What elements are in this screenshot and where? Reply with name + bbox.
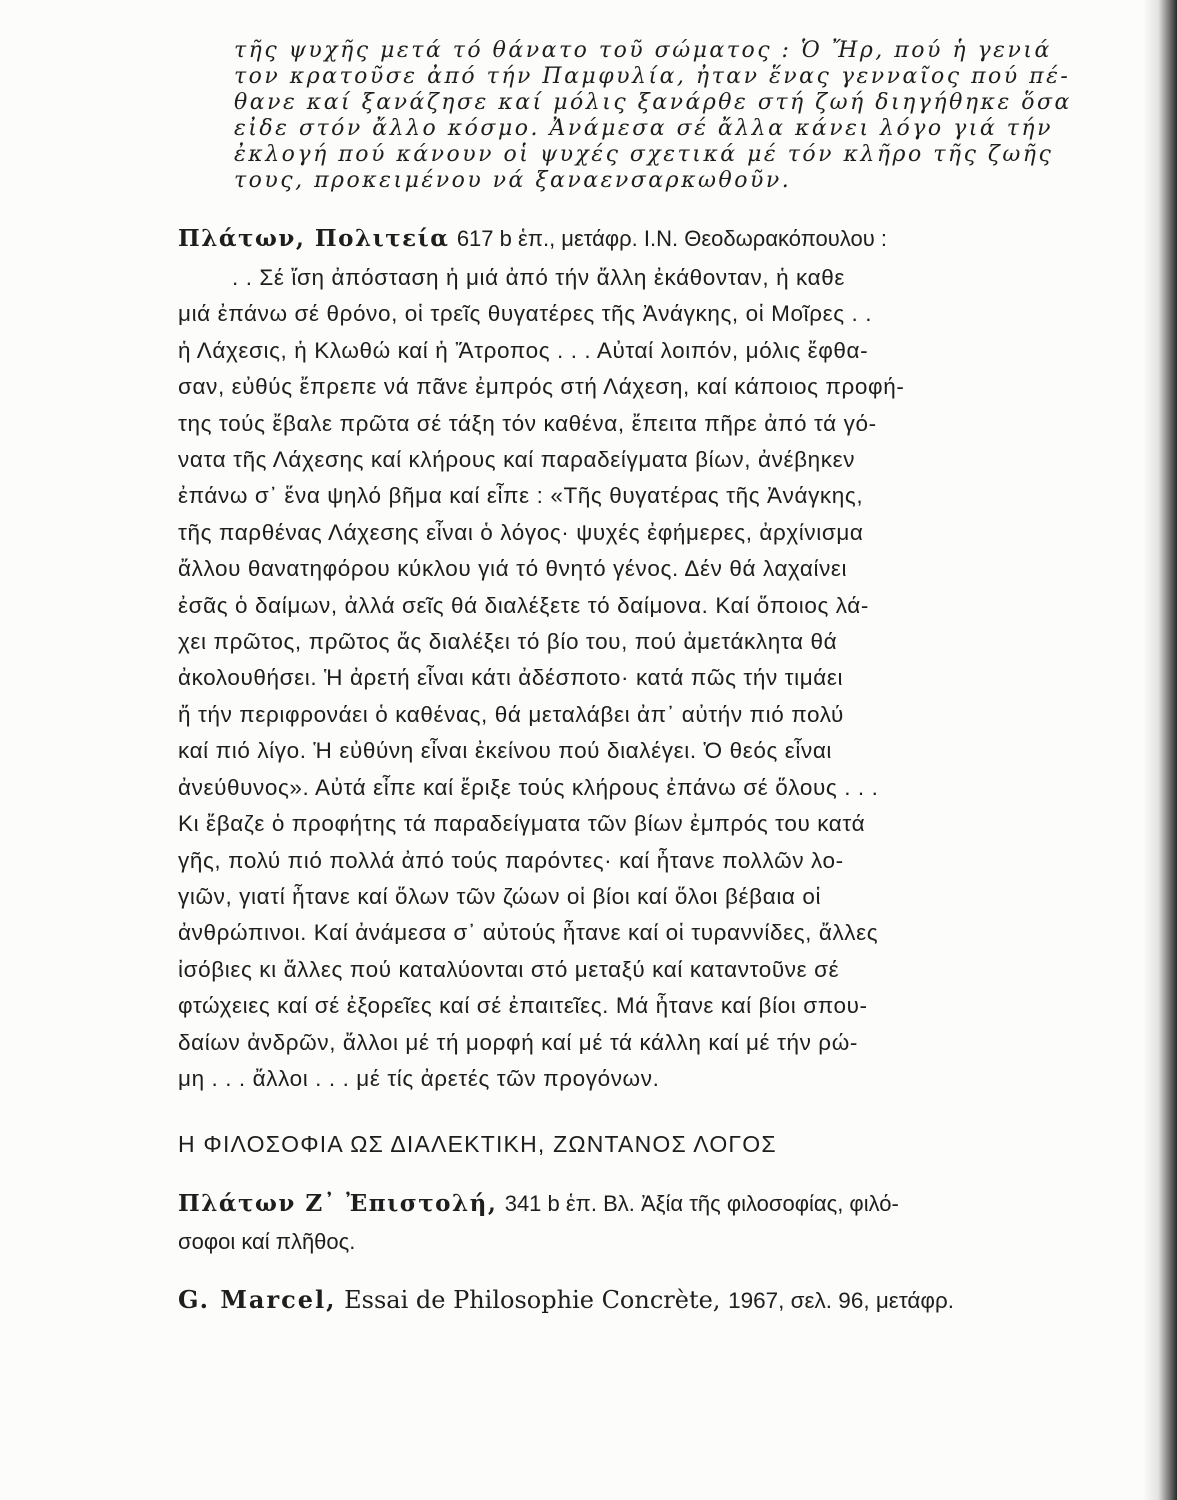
section-heading: Η ΦΙΛΟΣΟΦΙΑ ΩΣ ΔΙΑΛΕΚΤΙΚΗ, ΖΩΝΤΑΝΟΣ ΛΟΓΟΣ	[178, 1131, 777, 1158]
intro-line: θανε καί ξανάζησε καί μόλις ξανάρθε στή ζωή διηγήθηκε ὅσα	[234, 90, 1072, 115]
body-line: χει πρῶτος, πρῶτος ἄς διαλέξει τό βίο του, πού ἀμετάκλητα θά	[178, 629, 838, 655]
intro-line: τους, προκειμένου νά ξαναενσαρκωθοῦν.	[234, 168, 792, 193]
body-line: ἤ τήν περιφρονάει ὁ καθένας, θά μεταλάβει ἀπ᾽ αὐτήν πιό πολύ	[178, 701, 844, 727]
quotation-body	[178, 260, 1078, 1097]
body-line: μιά ἐπάνω σέ θρόνο, οἱ τρεῖς θυγατέρες τῆς Ἀνάγκης, οἱ Μοῖρες . .	[178, 301, 873, 327]
citation-title: Essai de Philosophie Concrète,	[344, 1286, 721, 1315]
body-line: δαίων ἀνδρῶν, ἄλλοι μέ τή μορφή καί μέ τά κάλλη καί μέ τήν ρώ-	[178, 1029, 858, 1055]
citation-author: Πλάτων, Πολιτεία	[178, 225, 450, 252]
body-line: γιῶν, γιατί ἦτανε καί ὅλων τῶν ζώων οἱ βίοι καί ὅλοι βέβαια οἱ	[178, 883, 822, 909]
intro-line: τον κρατοῦσε ἀπό τήν Παμφυλία, ἦταν ἕνας γενναῖος πού πέ-	[234, 64, 1071, 89]
citation-reference: 617 b ἑπ., μετάφρ. Ι.Ν. Θεοδωρακόπουλου :	[456, 226, 887, 251]
body-line: ἡ Λάχεσις, ἡ Κλωθώ καί ἡ Ἄτροπος . . . Αὐταί λοιπόν, μόλις ἔφθα-	[178, 337, 869, 363]
body-line: μη . . . ἄλλοι . . . μέ τίς ἀρετές τῶν προγόνων.	[178, 1065, 660, 1091]
body-line: ἄλλου θανατηφόρου κύκλου γιά τό θνητό γένος. Δέν θά λαχαίνει	[178, 556, 848, 582]
citation-plato-republic	[178, 224, 1078, 254]
body-line: καί πιό λίγο. Ἡ εὐθύνη εἶναι ἐκείνου πού διαλέγει. Ὁ θεός εἶναι	[178, 738, 833, 764]
body-line: φτώχειες καί σέ ἐξορεῖες καί σέ ἐπαιτεῖες. Μά ἦτανε καί βίοι σπου-	[178, 993, 868, 1019]
citation-author: G. Marcel,	[178, 1285, 337, 1315]
page-edge-shadow	[1143, 0, 1177, 1500]
body-line: Κι ἔβαζε ὁ προφήτης τά παραδείγματα τῶν βίων ἐμπρός του κατά	[178, 811, 866, 837]
citation-plato-seventh-letter	[178, 1185, 1078, 1261]
body-line: ἐσᾶς ὁ δαίμων, ἀλλά σεῖς θά διαλέξετε τό δαίμονα. Καί ὅποιος λά-	[178, 592, 869, 618]
intro-paragraph	[178, 38, 1078, 194]
intro-line: εἶδε στόν ἄλλο κόσμο. Ἀνάμεσα σέ ἄλλα κάνει λόγο γιά τήν	[234, 116, 1053, 141]
citation-reference: 1967, σελ. 96, μετάφρ.	[728, 1288, 955, 1314]
body-line: γῆς, πολύ πιό πολλά ἀπό τούς παρόντες· καί ἦτανε πολλῶν λο-	[178, 847, 844, 873]
citation-reference: 341 b ἑπ. Βλ. Ἀξία τῆς φιλοσοφίας, φιλό-	[504, 1191, 899, 1217]
body-line: σαν, εὐθύς ἔπρεπε νά πᾶνε ἐμπρός στή Λάχεση, καί κάποιος προφή-	[178, 374, 905, 400]
body-line: ἀνεύθυνος». Αὐτά εἶπε καί ἔριξε τούς κλήρους ἐπάνω σέ ὅλους . . .	[178, 774, 879, 800]
page-content	[178, 38, 1078, 1314]
body-line: ἀνθρώπινοι. Καί ἀνάμεσα σ᾽ αὐτούς ἦτανε καί οἱ τυραννίδες, ἄλλες	[178, 920, 879, 946]
citation-reference-continued: σοφοι καί πλῆθος.	[178, 1229, 356, 1255]
citation-marcel	[178, 1285, 1078, 1314]
citation-author: Πλάτων Ζ᾽ Ἐπιστολή,	[178, 1190, 498, 1218]
body-line: ἐπάνω σ᾽ ἕνα ψηλό βῆμα καί εἶπε : «Τῆς θυγατέρας τῆς Ἀνάγκης,	[178, 483, 864, 509]
body-line: νατα τῆς Λάχεσης καί κλήρους καί παραδείγματα βίων, ἀνέβηκεν	[178, 447, 856, 473]
body-line: . . Σέ ἴση ἀπόσταση ἡ μιά ἀπό τήν ἄλλη ἐκάθονταν, ἡ καθε	[232, 265, 845, 290]
body-line: τῆς παρθένας Λάχεσης εἶναι ὁ λόγος· ψυχές ἐφήμερες, ἀρχίνισμα	[178, 519, 864, 545]
intro-line: τῆς ψυχῆς μετά τό θάνατο τοῦ σώματος : Ὁ Ἤρ, πού ἡ γενιά	[234, 38, 1052, 63]
body-line: ἰσόβιες κι ἄλλες πού καταλύονται στό μεταξύ καί καταντοῦνε σέ	[178, 956, 840, 982]
body-line: ἀκολουθήσει. Ἡ ἀρετή εἶναι κάτι ἀδέσποτο· κατά πῶς τήν τιμάει	[178, 665, 844, 691]
body-line: της τούς ἔβαλε πρῶτα σέ τάξη τόν καθένα, ἔπειτα πῆρε ἀπό τά γό-	[178, 410, 877, 436]
intro-line: ἐκλογή πού κάνουν οἱ ψυχές σχετικά μέ τόν κλῆρο τῆς ζωῆς	[234, 142, 1054, 167]
